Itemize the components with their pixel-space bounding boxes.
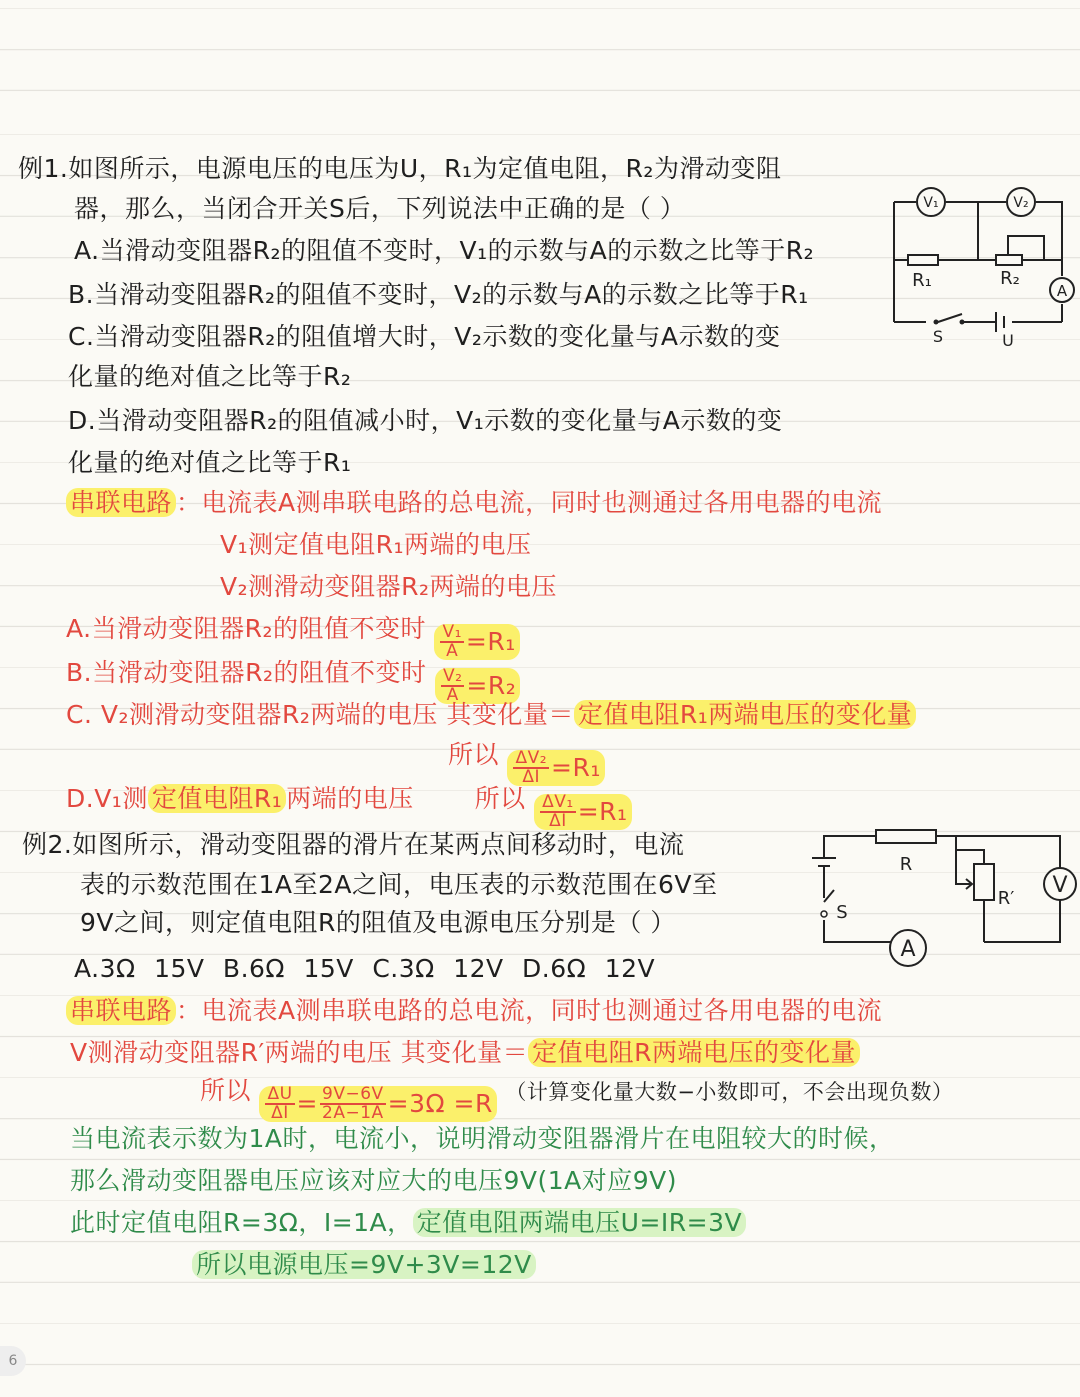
rheostat-r-prime-icon <box>974 864 994 900</box>
svg-text:R₂: R₂ <box>1000 268 1020 289</box>
ex1-series-line <box>66 486 882 520</box>
ex1-series-label: 串联电路 <box>66 488 176 517</box>
ex2-calc-line: 所以 $\frac{\Delta U}{\Delta I}$ = $\frac{9V-6V}{2A-1A}$ =3Ω =R （计算变化量大数−小数即可，不会出现负数） <box>200 1076 954 1123</box>
ex1-sol-b-formula: $\frac{\text{V₂}}{A}$ =R₂ <box>435 668 520 704</box>
svg-text:R: R <box>899 854 913 875</box>
ex1-sol-c <box>66 698 916 732</box>
svg-text:A: A <box>1056 282 1068 300</box>
ex2-green-line3: 此时定值电阻R=3Ω，I=1A， 定值电阻两端电压U=IR=3V <box>70 1206 746 1240</box>
ex2-green-line4: 所以电源电压=9V+3V=12V <box>192 1248 536 1282</box>
ex1-question-line1: 例1.如图所示，电源电压的电压为U，R₁为定值电阻，R₂为滑动变阻 <box>18 154 782 183</box>
ex2-v-line: V测滑动变阻器R′两端的电压 其变化量＝ 定值电阻R两端电压的变化量 <box>70 1036 860 1070</box>
ex2-question-line3: 9V之间，则定值电阻R的阻值及电源电压分别是（ ） <box>80 908 676 937</box>
resistor-r-icon <box>876 830 936 843</box>
ex2-question-line2: 表的示数范围在1A至2A之间，电压表的示数范围在6V至 <box>80 870 718 899</box>
ex1-sol-a <box>66 612 520 660</box>
ex1-sol-c-formula: 所以 $\frac{\text{ΔV₂}}{\Delta I}$ =R₁ <box>448 738 605 786</box>
ex1-v1-line: V₁测定值电阻R₁两端的电压 <box>220 530 532 559</box>
ex2-green-line1: 当电流表示数为1A时，电流小，说明滑动变阻器滑片在电阻较大的时候， <box>70 1124 895 1153</box>
ex2-series-line <box>66 994 882 1028</box>
ex2-circuit-diagram <box>808 824 1080 974</box>
svg-text:A: A <box>900 937 916 962</box>
svg-text:U: U <box>1002 331 1014 350</box>
svg-text:R₁: R₁ <box>912 270 932 291</box>
rheostat-r2-icon <box>996 255 1022 265</box>
ex1-option-a: A.当滑动变阻器R₂的阻值不变时，V₁的示数与A的示数之比等于R₂ <box>74 236 815 265</box>
ex1-sol-b <box>66 656 520 704</box>
svg-text:V₂: V₂ <box>1013 195 1029 211</box>
ex1-sol-d-highlight: 定值电阻R₁ <box>148 784 286 813</box>
ex1-option-b: B.当滑动变阻器R₂的阻值不变时，V₂的示数与A的示数之比等于R₁ <box>68 280 809 309</box>
ex1-option-c-line2: 化量的绝对值之比等于R₂ <box>68 362 352 391</box>
page-number: 6 <box>0 1346 26 1376</box>
ex2-calc-formula: $\frac{\Delta U}{\Delta I}$ = $\frac{9V-6V}{2A-1A}$ =3Ω =R <box>259 1086 496 1122</box>
ex1-question-line2: 器，那么，当闭合开关S后，下列说法中正确的是（ ） <box>74 194 686 223</box>
ex2-v-highlight: 定值电阻R两端电压的变化量 <box>528 1038 860 1067</box>
svg-text:S: S <box>836 902 848 923</box>
ex2-series-text: ：电流表A测串联电路的总电流，同时也测通过各用电器的电流 <box>176 996 883 1025</box>
svg-text:V: V <box>1052 873 1068 898</box>
svg-text:S: S <box>932 327 944 346</box>
svg-text:R′: R′ <box>997 888 1015 909</box>
ex2-calc-note: （计算变化量大数−小数即可，不会出现负数） <box>505 1080 954 1104</box>
ex1-sol-c-text: C. V₂测滑动变阻器R₂两端的电压 其变化量＝ <box>66 700 574 729</box>
resistor-r1-icon <box>908 255 938 265</box>
ex1-series-text: ：电流表A测串联电路的总电流，同时也测通过各用电器的电流 <box>176 488 883 517</box>
ex1-option-d-line1: D.当滑动变阻器R₂的阻值减小时，V₁示数的变化量与A示数的变 <box>68 406 783 435</box>
ex2-question-line1: 例2.如图所示，滑动变阻器的滑片在某两点间移动时，电流 <box>22 830 685 859</box>
ex2-series-label: 串联电路 <box>66 996 176 1025</box>
svg-text:V₁: V₁ <box>923 195 939 211</box>
ex1-option-d-line2: 化量的绝对值之比等于R₁ <box>68 448 352 477</box>
ex1-sol-a-text: A.当滑动变阻器R₂的阻值不变时 <box>66 614 427 643</box>
ex1-option-c-line1: C.当滑动变阻器R₂的阻值增大时，V₂示数的变化量与A示数的变 <box>68 322 781 351</box>
ex1-sol-a-formula: $\frac{\text{V₁}}{A}$ =R₁ <box>434 624 519 660</box>
ex1-sol-c-highlight: 定值电阻R₁两端电压的变化量 <box>574 700 916 729</box>
ex1-circuit-diagram <box>886 180 1080 350</box>
ex2-green-highlight: 定值电阻两端电压U=IR=3V <box>413 1208 746 1237</box>
ex1-sol-b-text: B.当滑动变阻器R₂的阻值不变时 <box>66 658 427 687</box>
ex2-green-line2: 那么滑动变阻器电压应该对应大的电压9V(1A对应9V) <box>70 1166 678 1195</box>
ex1-v2-line: V₂测滑动变阻器R₂两端的电压 <box>220 572 558 601</box>
ex1-sol-d: D.V₁测 定值电阻R₁ 两端的电压 所以 $\frac{\text{ΔV₁}}{\Delta I}$ =R₁ <box>66 782 632 830</box>
ex2-options: A.3Ω 15V B.6Ω 15V C.3Ω 12V D.6Ω 12V <box>74 954 656 983</box>
